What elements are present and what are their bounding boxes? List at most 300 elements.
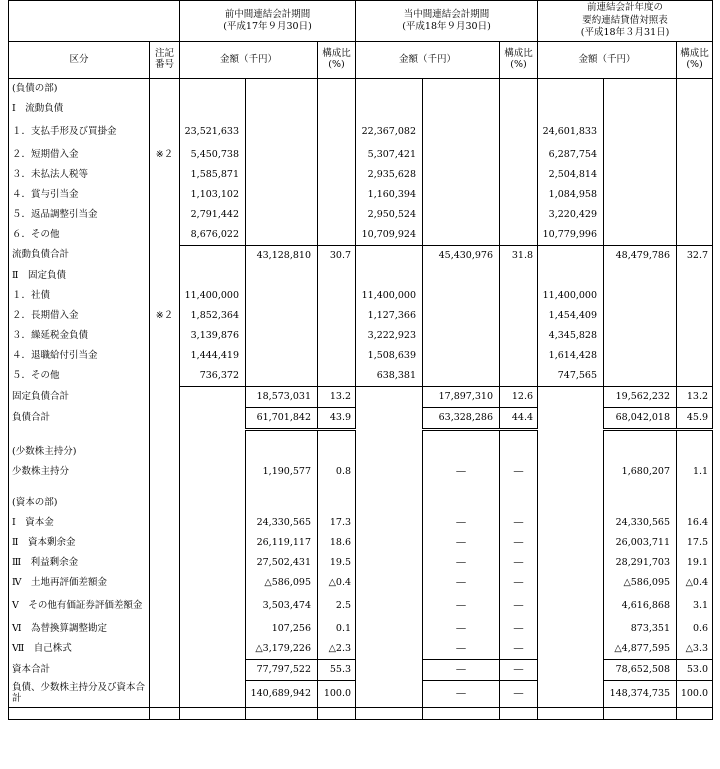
note-header-line1: 注記	[154, 48, 174, 60]
spacer-cell	[150, 708, 180, 720]
note-cell	[150, 185, 180, 205]
period-1-amount	[180, 246, 246, 267]
period-3-total	[604, 442, 677, 462]
period-3-amount: 747,565	[538, 366, 604, 387]
period-3-ratio: 0.6	[677, 619, 713, 639]
period-1-total	[246, 286, 318, 306]
period-1-amount	[180, 513, 246, 533]
period-2-total: ―	[423, 462, 500, 482]
period-3-amount: 1,454,409	[538, 306, 604, 326]
period-2-ratio	[500, 493, 538, 513]
period-2-ratio: 44.4	[500, 408, 538, 430]
period-2-total	[423, 346, 500, 366]
period-3-ratio: 3.1	[677, 593, 713, 619]
period-1-amount	[180, 387, 246, 408]
row-label: 固定負債合計	[9, 387, 150, 408]
spacer-cell	[677, 708, 713, 720]
period-2-total: 63,328,286	[423, 408, 500, 430]
note-cell: ※２	[150, 306, 180, 326]
period-3-amount	[538, 593, 604, 619]
period-2-total	[423, 366, 500, 387]
period-2-amount: 2,950,524	[356, 205, 423, 225]
period-2-ratio	[500, 286, 538, 306]
period-2-total: ―	[423, 681, 500, 708]
period-1-amount	[180, 553, 246, 573]
period-2-total	[423, 99, 500, 119]
period-3-amount: 6,287,754	[538, 145, 604, 165]
period-3-total: 28,291,703	[604, 553, 677, 573]
table-row	[9, 266, 713, 286]
period-1-amount: 1,103,102	[180, 185, 246, 205]
note-cell	[150, 681, 180, 708]
period-2-total	[423, 185, 500, 205]
note-cell	[150, 99, 180, 119]
period-3-total	[604, 346, 677, 366]
period-3-amount: 3,220,429	[538, 205, 604, 225]
period-2-amount	[356, 681, 423, 708]
period-3-ratio	[677, 79, 713, 100]
period-2-ratio: ―	[500, 660, 538, 681]
table-row	[9, 462, 713, 482]
row-label: Ⅶ 自己株式	[9, 639, 150, 660]
spacer-cell	[604, 708, 677, 720]
period-1-amount	[180, 79, 246, 100]
row-label: Ⅵ 為替換算調整勘定	[9, 619, 150, 639]
period-1-ratio: 17.3	[318, 513, 356, 533]
period-3-ratio: 19.1	[677, 553, 713, 573]
period-3-amount: 2,504,814	[538, 165, 604, 185]
period-1-total: 27,502,431	[246, 553, 318, 573]
note-cell	[150, 266, 180, 286]
period-2-ratio	[500, 366, 538, 387]
period-3-ratio	[677, 366, 713, 387]
note-cell	[150, 462, 180, 482]
spacer-cell	[604, 482, 677, 493]
period-1-ratio	[318, 225, 356, 246]
spacer-cell	[180, 430, 246, 443]
note-cell	[150, 79, 180, 100]
period-3-ratio	[677, 286, 713, 306]
period-1-total	[246, 205, 318, 225]
period-1-ratio	[318, 366, 356, 387]
spacer-cell	[423, 708, 500, 720]
period-3-total	[604, 79, 677, 100]
period-3-total	[604, 119, 677, 145]
table-row	[9, 593, 713, 619]
period-1-ratio: 13.2	[318, 387, 356, 408]
period-2-ratio	[500, 145, 538, 165]
table-row	[9, 246, 713, 267]
period-3-ratio	[677, 99, 713, 119]
ratio-header-2	[500, 42, 538, 79]
note-cell	[150, 593, 180, 619]
table-row	[9, 442, 713, 462]
period-2-amount	[356, 639, 423, 660]
period-2-total: ―	[423, 639, 500, 660]
row-label: Ⅱ 固定負債	[9, 266, 150, 286]
period-3-total	[604, 99, 677, 119]
period-3-total: 68,042,018	[604, 408, 677, 430]
table-row	[9, 513, 713, 533]
period-1-ratio: 0.8	[318, 462, 356, 482]
note-cell	[150, 165, 180, 185]
period-2-ratio	[500, 346, 538, 366]
period-2-amount: 1,160,394	[356, 185, 423, 205]
period-2-total	[423, 165, 500, 185]
table-row	[9, 533, 713, 553]
period-2-total	[423, 286, 500, 306]
period-1-amount	[180, 619, 246, 639]
period-1-total: 43,128,810	[246, 246, 318, 267]
period-3-amount: 1,084,958	[538, 185, 604, 205]
period-1-amount: 5,450,738	[180, 145, 246, 165]
table-row	[9, 366, 713, 387]
note-cell	[150, 553, 180, 573]
spacer-cell	[500, 430, 538, 443]
period-2-amount	[356, 660, 423, 681]
period-2-ratio	[500, 306, 538, 326]
ratio-header-1	[318, 42, 356, 79]
period-2-amount: 2,935,628	[356, 165, 423, 185]
period-2-amount	[356, 462, 423, 482]
period-3-amount	[538, 462, 604, 482]
period-2-ratio: ―	[500, 681, 538, 708]
row-label: 負債、少数株主持分及び資本合計	[9, 681, 150, 708]
period-1-ratio	[318, 493, 356, 513]
spacer-cell	[356, 708, 423, 720]
period-3-amount	[538, 553, 604, 573]
period-1-amount: 1,444,419	[180, 346, 246, 366]
period-2-ratio	[500, 79, 538, 100]
period-1-ratio: 19.5	[318, 553, 356, 573]
ratio-header-1-line2: (%)	[328, 59, 345, 70]
row-label: (負債の部)	[9, 79, 150, 100]
period-1-total: 24,330,565	[246, 513, 318, 533]
period-1-total	[246, 266, 318, 286]
period-1-amount: 23,521,633	[180, 119, 246, 145]
period-2-ratio: ―	[500, 553, 538, 573]
period-2-amount: 638,381	[356, 366, 423, 387]
spacer-cell	[246, 708, 318, 720]
period-1-ratio	[318, 346, 356, 366]
period-2-ratio: 12.6	[500, 387, 538, 408]
period-1-amount	[180, 593, 246, 619]
period-2-ratio: ―	[500, 462, 538, 482]
table-row	[9, 408, 713, 430]
header-row-periods	[9, 1, 713, 42]
period-1-total: 107,256	[246, 619, 318, 639]
period-2-ratio	[500, 119, 538, 145]
row-label: (少数株主持分)	[9, 442, 150, 462]
period-3-total: 24,330,565	[604, 513, 677, 533]
period-1-total: △3,179,226	[246, 639, 318, 660]
period-1-ratio	[318, 99, 356, 119]
period-2-total	[423, 306, 500, 326]
period-1-ratio: △0.4	[318, 573, 356, 593]
row-label: Ⅰ 流動負債	[9, 99, 150, 119]
row-label: Ⅳ 土地再評価差額金	[9, 573, 150, 593]
ratio-header-3	[677, 42, 713, 79]
period-3-total	[604, 493, 677, 513]
note-header	[150, 42, 180, 79]
period-3-ratio	[677, 185, 713, 205]
row-label: １．社債	[9, 286, 150, 306]
table-row	[9, 225, 713, 246]
period-2-ratio: 31.8	[500, 246, 538, 267]
period-3-ratio	[677, 442, 713, 462]
note-cell	[150, 660, 180, 681]
period-2-amount	[356, 246, 423, 267]
period-3-total: 148,374,735	[604, 681, 677, 708]
period-2-title: 当中間連結会計期間	[403, 8, 490, 20]
period-3-ratio	[677, 493, 713, 513]
period-2-amount	[356, 573, 423, 593]
spacer-cell	[538, 482, 604, 493]
row-label: ２．長期借入金	[9, 306, 150, 326]
table-row	[9, 165, 713, 185]
period-3-ratio	[677, 326, 713, 346]
period-2-ratio: ―	[500, 573, 538, 593]
period-3-ratio: 32.7	[677, 246, 713, 267]
period-2-amount	[356, 266, 423, 286]
period-1-total	[246, 185, 318, 205]
table-row	[9, 205, 713, 225]
note-cell	[150, 387, 180, 408]
period-1-ratio: 0.1	[318, 619, 356, 639]
period-2-total	[423, 119, 500, 145]
period-1-amount: 1,585,871	[180, 165, 246, 185]
spacer-cell	[246, 430, 318, 443]
note-cell	[150, 493, 180, 513]
period-1-ratio: 30.7	[318, 246, 356, 267]
period-1-amount: 8,676,022	[180, 225, 246, 246]
period-3-total	[604, 165, 677, 185]
period-3-subtitle: 要約連結貸借対照表	[582, 14, 668, 26]
spacer-cell	[677, 430, 713, 443]
table-row	[9, 493, 713, 513]
period-2-ratio	[500, 185, 538, 205]
amount-header-3: 金額（千円）	[538, 42, 677, 79]
period-2-total	[423, 326, 500, 346]
period-1-ratio	[318, 286, 356, 306]
spacer-cell	[538, 430, 604, 443]
period-1-ratio	[318, 145, 356, 165]
period-2-total	[423, 79, 500, 100]
period-3-amount	[538, 493, 604, 513]
period-1-amount	[180, 573, 246, 593]
note-cell	[150, 205, 180, 225]
period-2-amount	[356, 593, 423, 619]
period-3-total	[604, 266, 677, 286]
period-3-amount	[538, 639, 604, 660]
note-cell	[150, 513, 180, 533]
table-row	[9, 639, 713, 660]
spacer-cell	[500, 708, 538, 720]
period-1-amount	[180, 408, 246, 430]
period-1-total: △586,095	[246, 573, 318, 593]
period-3-amount	[538, 266, 604, 286]
table-body	[9, 79, 713, 720]
table-row	[9, 326, 713, 346]
period-1-total	[246, 99, 318, 119]
row-label: １．支払手形及び買掛金	[9, 119, 150, 145]
period-2-amount	[356, 493, 423, 513]
note-cell	[150, 639, 180, 660]
spacer-cell	[180, 708, 246, 720]
period-2-ratio	[500, 326, 538, 346]
row-label: ６．その他	[9, 225, 150, 246]
period-2-amount	[356, 513, 423, 533]
spacer-row	[9, 430, 713, 443]
period-1-total: 140,689,942	[246, 681, 318, 708]
period-2-amount	[356, 99, 423, 119]
row-label: ３．繰延税金負債	[9, 326, 150, 346]
period-2-ratio	[500, 99, 538, 119]
period-3-total: 78,652,508	[604, 660, 677, 681]
period-1-ratio	[318, 205, 356, 225]
period-1-ratio: 2.5	[318, 593, 356, 619]
period-3-amount: 10,779,996	[538, 225, 604, 246]
table-row	[9, 681, 713, 708]
note-header-line2: 番号	[154, 59, 174, 70]
amount-header-1: 金額（千円）	[180, 42, 318, 79]
period-3-total	[604, 145, 677, 165]
period-1-amount: 1,852,364	[180, 306, 246, 326]
period-2-ratio: ―	[500, 513, 538, 533]
period-2-amount	[356, 442, 423, 462]
spacer-cell	[423, 430, 500, 443]
period-1-total: 1,190,577	[246, 462, 318, 482]
period-2-amount: 1,127,366	[356, 306, 423, 326]
period-2-ratio: ―	[500, 639, 538, 660]
period-2-date: (平成18年９月30日)	[402, 21, 491, 32]
period-1-ratio	[318, 119, 356, 145]
period-3-total: △4,877,595	[604, 639, 677, 660]
period-3-amount	[538, 660, 604, 681]
period-1-total	[246, 493, 318, 513]
period-3-amount	[538, 99, 604, 119]
spacer-cell	[9, 430, 150, 443]
period-2-amount	[356, 408, 423, 430]
period-2-ratio: ―	[500, 619, 538, 639]
note-cell	[150, 619, 180, 639]
spacer-cell	[318, 430, 356, 443]
spacer-cell	[677, 482, 713, 493]
period-1-ratio	[318, 79, 356, 100]
period-2-ratio	[500, 165, 538, 185]
period-2-total: ―	[423, 573, 500, 593]
period-1-amount: 11,400,000	[180, 286, 246, 306]
ratio-header-1-line1: 構成比	[322, 48, 351, 60]
period-1-ratio	[318, 165, 356, 185]
period-2-ratio: ―	[500, 593, 538, 619]
amount-header-2: 金額（千円）	[356, 42, 500, 79]
period-1-total	[246, 119, 318, 145]
period-3-amount: 11,400,000	[538, 286, 604, 306]
spacer-cell	[9, 482, 150, 493]
period-3-ratio: 53.0	[677, 660, 713, 681]
note-cell	[150, 408, 180, 430]
period-2-amount	[356, 79, 423, 100]
period-3-ratio: 17.5	[677, 533, 713, 553]
spacer-row	[9, 708, 713, 720]
note-cell	[150, 442, 180, 462]
period-2-total	[423, 225, 500, 246]
table-row	[9, 79, 713, 100]
period-2-amount: 3,222,923	[356, 326, 423, 346]
period-3-ratio	[677, 119, 713, 145]
period-1-total	[246, 346, 318, 366]
period-2-amount	[356, 533, 423, 553]
period-3-header	[538, 1, 713, 42]
period-3-ratio	[677, 266, 713, 286]
period-1-amount	[180, 462, 246, 482]
period-1-total: 77,797,522	[246, 660, 318, 681]
period-1-total: 18,573,031	[246, 387, 318, 408]
period-2-ratio	[500, 442, 538, 462]
row-label: 少数株主持分	[9, 462, 150, 482]
period-3-total	[604, 306, 677, 326]
spacer-cell	[9, 708, 150, 720]
period-1-ratio: △2.3	[318, 639, 356, 660]
row-label: ４．退職給付引当金	[9, 346, 150, 366]
period-2-amount: 11,400,000	[356, 286, 423, 306]
row-label: ４．賞与引当金	[9, 185, 150, 205]
note-cell	[150, 225, 180, 246]
spacer-cell	[318, 482, 356, 493]
balance-sheet-table	[8, 0, 713, 720]
period-3-amount: 24,601,833	[538, 119, 604, 145]
period-1-total	[246, 165, 318, 185]
period-1-amount	[180, 99, 246, 119]
period-3-ratio	[677, 306, 713, 326]
period-3-total: 26,003,711	[604, 533, 677, 553]
period-1-total	[246, 145, 318, 165]
period-2-total	[423, 493, 500, 513]
period-3-amount: 1,614,428	[538, 346, 604, 366]
period-3-total: 4,616,868	[604, 593, 677, 619]
period-2-ratio	[500, 266, 538, 286]
period-2-amount: 5,307,421	[356, 145, 423, 165]
period-1-ratio: 43.9	[318, 408, 356, 430]
period-3-ratio	[677, 145, 713, 165]
row-label: 流動負債合計	[9, 246, 150, 267]
period-2-total: ―	[423, 533, 500, 553]
note-cell	[150, 346, 180, 366]
period-3-amount: 4,345,828	[538, 326, 604, 346]
period-2-total: ―	[423, 660, 500, 681]
period-3-amount	[538, 619, 604, 639]
period-2-ratio	[500, 205, 538, 225]
row-label: Ⅰ 資本金	[9, 513, 150, 533]
spacer-cell	[538, 708, 604, 720]
period-1-amount	[180, 681, 246, 708]
period-1-amount	[180, 442, 246, 462]
period-3-amount	[538, 513, 604, 533]
period-1-total: 26,119,117	[246, 533, 318, 553]
row-label: ５．その他	[9, 366, 150, 387]
period-2-total: 17,897,310	[423, 387, 500, 408]
period-2-total: 45,430,976	[423, 246, 500, 267]
note-cell	[150, 286, 180, 306]
period-1-amount	[180, 660, 246, 681]
note-cell	[150, 326, 180, 346]
note-cell	[150, 246, 180, 267]
spacer-row	[9, 482, 713, 493]
row-label: ２．短期借入金	[9, 145, 150, 165]
period-2-amount: 22,367,082	[356, 119, 423, 145]
period-3-amount	[538, 442, 604, 462]
